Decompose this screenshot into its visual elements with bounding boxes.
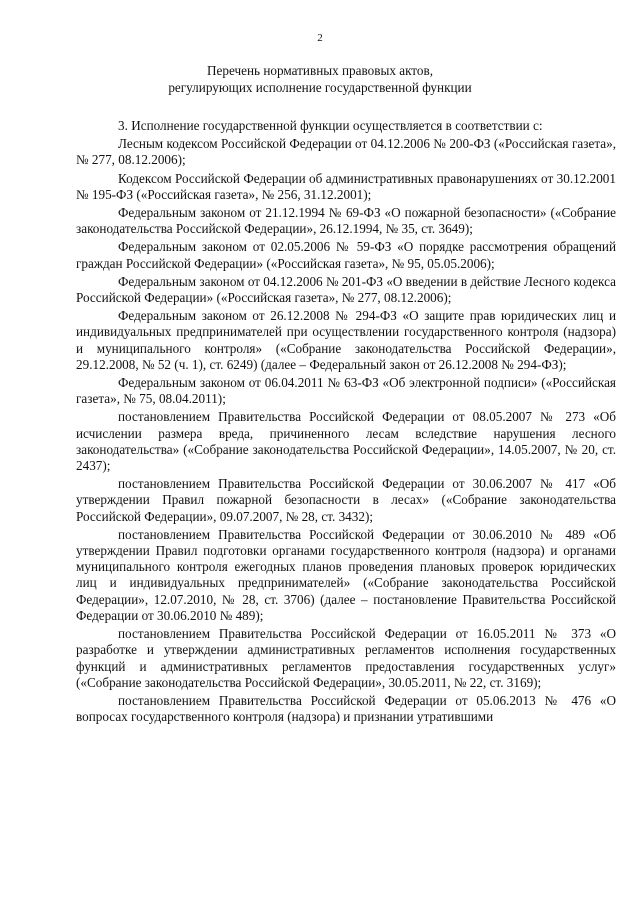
document-body [76, 118, 616, 727]
paragraph-decree-476: постановлением Правительства Российской Федерации от 05.06.2013 № 476 «О вопросах государственного контроля (надзора) и признании утратившими [76, 692, 616, 725]
paragraph-decree-273: постановлением Правительства Российской Федерации от 08.05.2007 № 273 «Об исчислении размера вреда, причиненного лесам вследствие нарушения лесного законодательства» («Собрание законодательства Российской Федерации», 14.05.2007, № 20, ст. 2437); [76, 409, 616, 474]
paragraph-citizen-appeals-law: Федеральным законом от 02.05.2006 № 59-ФЗ «О порядке рассмотрения обращений граждан Российской Федерации» («Российская газета», № 95, 05.05.2006); [76, 239, 616, 271]
title-line-2: регулирующих исполнение государственной функции [168, 80, 472, 95]
paragraph-forest-code: Лесным кодексом Российской Федерации от 04.12.2006 № 200-ФЗ («Российская газета», № 277, 08.12.2006); [76, 136, 616, 168]
paragraph-decree-489: постановлением Правительства Российской Федерации от 30.06.2010 № 489 «Об утверждении Правил подготовки органами государственного контроля (надзора) и органами муниципального контроля ежегодных планов проведения плановых проверок юридических лиц и индивидуальных предпринимателей» («Собрание законодательства Российской Федерации», 12.07.2010, № 28, ст. 3706) (далее – постановление Правительства Российской Федерации от 30.06.2010 № 489); [76, 526, 616, 623]
paragraph-admin-code: Кодексом Российской Федерации об административных правонарушениях от 30.12.2001 № 195-ФЗ («Российская газета», № 256, 31.12.2001); [76, 170, 616, 202]
paragraph-intro: 3. Исполнение государственной функции осуществляется в соответствии с: [118, 118, 543, 133]
page-number: 2 [317, 32, 323, 44]
paragraph-decree-373: постановлением Правительства Российской Федерации от 16.05.2011 № 373 «О разработке и утверждении административных регламентов исполнения государственных функций и административных регламентов предоставления государственных услуг» («Собрание законодательства Российской Федерации», 30.05.2011, № 22, ст. 3169); [76, 626, 616, 690]
paragraph-e-signature-law: Федеральным законом от 06.04.2011 № 63-ФЗ «Об электронной подписи» («Российская газета», № 75, 08.04.2011); [76, 375, 616, 407]
title-line-1: Перечень нормативных правовых актов, [206, 63, 434, 78]
paragraph-forest-code-enactment-law: Федеральным законом от 04.12.2006 № 201-ФЗ «О введении в действие Лесного кодекса Российской Федерации» («Российская газета», № 277, 08.12.2006); [76, 273, 616, 306]
paragraph-law-294: Федеральным законом от 26.12.2008 № 294-ФЗ «О защите прав юридических лиц и индивидуальных предпринимателей при осуществлении государственного контроля (надзора) и муниципального контроля» («Собрание законодательства Российской Федерации», 29.12.2008, № 52 (ч. 1), ст. 6249) (далее – Федеральный закон от 26.12.2008 № 294-ФЗ); [76, 308, 616, 372]
paragraph-fire-safety-law: Федеральным законом от 21.12.1994 № 69-ФЗ «О пожарной безопасности» («Собрание законодательства Российской Федерации», 26.12.1994, № 35, ст. 3649); [76, 205, 616, 237]
paragraph-decree-417: постановлением Правительства Российской Федерации от 30.06.2007 № 417 «Об утверждении Правил пожарной безопасности в лесах» («Собрание законодательства Российской Федерации», 09.07.2007, № 28, ст. 3432); [76, 476, 616, 524]
document-title [60, 62, 580, 96]
